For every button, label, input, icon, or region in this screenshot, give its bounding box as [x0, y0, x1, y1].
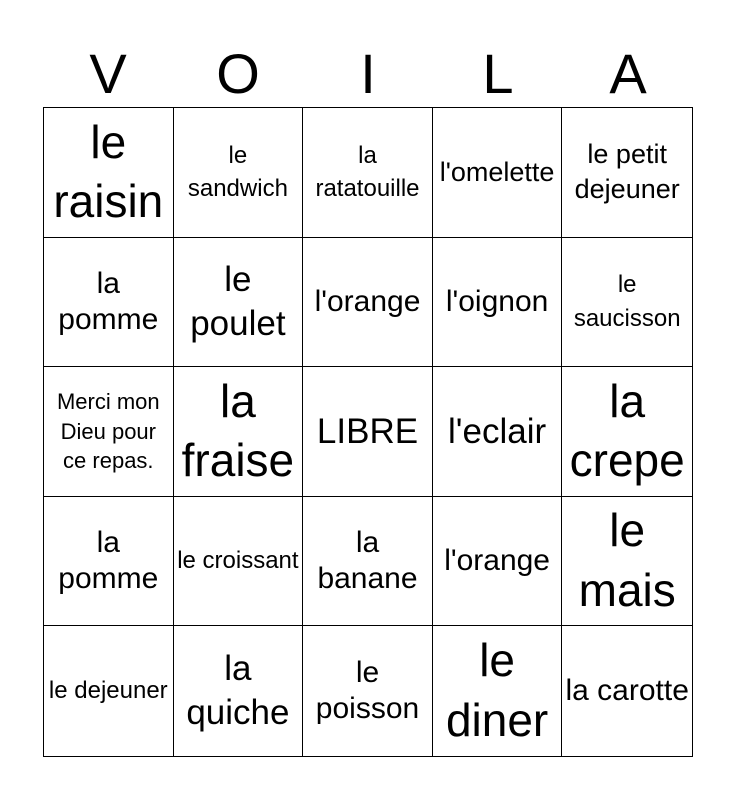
- bingo-cell[interactable]: [562, 367, 692, 497]
- bingo-cell[interactable]: [303, 108, 433, 238]
- cell-text: le croissant: [177, 547, 299, 575]
- cell-text: l'orange: [444, 544, 550, 578]
- bingo-cell[interactable]: [44, 626, 174, 756]
- cell-text: le saucisson: [573, 271, 681, 332]
- bingo-header: [43, 42, 693, 106]
- bingo-cell[interactable]: [562, 626, 692, 756]
- cell-text: la crepe: [569, 374, 685, 487]
- header-letter: O: [216, 42, 260, 105]
- bingo-cell[interactable]: [562, 108, 692, 238]
- cell-text: le sandwich: [187, 141, 288, 203]
- bingo-cell[interactable]: [433, 626, 563, 756]
- bingo-cell[interactable]: [303, 497, 433, 627]
- bingo-board: [43, 107, 693, 757]
- bingo-cell[interactable]: [44, 367, 174, 497]
- cell-text: la pomme: [58, 526, 159, 596]
- bingo-cell[interactable]: [174, 626, 304, 756]
- cell-text: le raisin: [53, 115, 164, 228]
- bingo-cell[interactable]: [303, 626, 433, 756]
- cell-text: le mais: [578, 504, 676, 617]
- bingo-cell[interactable]: [44, 108, 174, 238]
- header-letter: I: [360, 42, 376, 105]
- cell-text: le poisson: [315, 656, 420, 726]
- bingo-cell[interactable]: [44, 497, 174, 627]
- header-letter: V: [89, 42, 127, 105]
- bingo-cell[interactable]: [433, 367, 563, 497]
- cell-text: le poulet: [190, 260, 286, 343]
- bingo-cell[interactable]: [433, 108, 563, 238]
- bingo-cell[interactable]: [303, 238, 433, 368]
- cell-text: l'omelette: [439, 156, 555, 187]
- header-letter: L: [482, 42, 514, 105]
- cell-text: la ratatouille: [315, 141, 420, 203]
- bingo-cell[interactable]: [174, 497, 304, 627]
- bingo-cell[interactable]: [562, 497, 692, 627]
- cell-text: la fraise: [181, 374, 295, 487]
- bingo-cell[interactable]: [44, 238, 174, 368]
- cell-text: Merci mon Dieu pour ce repas.: [56, 388, 160, 474]
- bingo-cell[interactable]: [174, 367, 304, 497]
- cell-text: le dejeuner: [48, 677, 168, 705]
- bingo-cell[interactable]: [433, 238, 563, 368]
- cell-text: la banane: [317, 526, 418, 596]
- cell-text: la quiche: [186, 649, 290, 733]
- cell-text: l'eclair: [448, 411, 547, 451]
- cell-text: la pomme: [58, 266, 159, 336]
- cell-text: l'oignon: [445, 284, 549, 318]
- cell-text: LIBRE: [316, 411, 419, 451]
- cell-text: l'orange: [314, 284, 421, 318]
- bingo-cell[interactable]: [174, 238, 304, 368]
- cell-text: le diner: [445, 634, 549, 747]
- bingo-cell[interactable]: [433, 497, 563, 627]
- cell-text: la carotte: [565, 674, 689, 708]
- header-letter: A: [609, 42, 647, 105]
- free-space[interactable]: [303, 367, 433, 497]
- bingo-cell[interactable]: [174, 108, 304, 238]
- bingo-cell[interactable]: [562, 238, 692, 368]
- cell-text: le petit dejeuner: [574, 139, 680, 205]
